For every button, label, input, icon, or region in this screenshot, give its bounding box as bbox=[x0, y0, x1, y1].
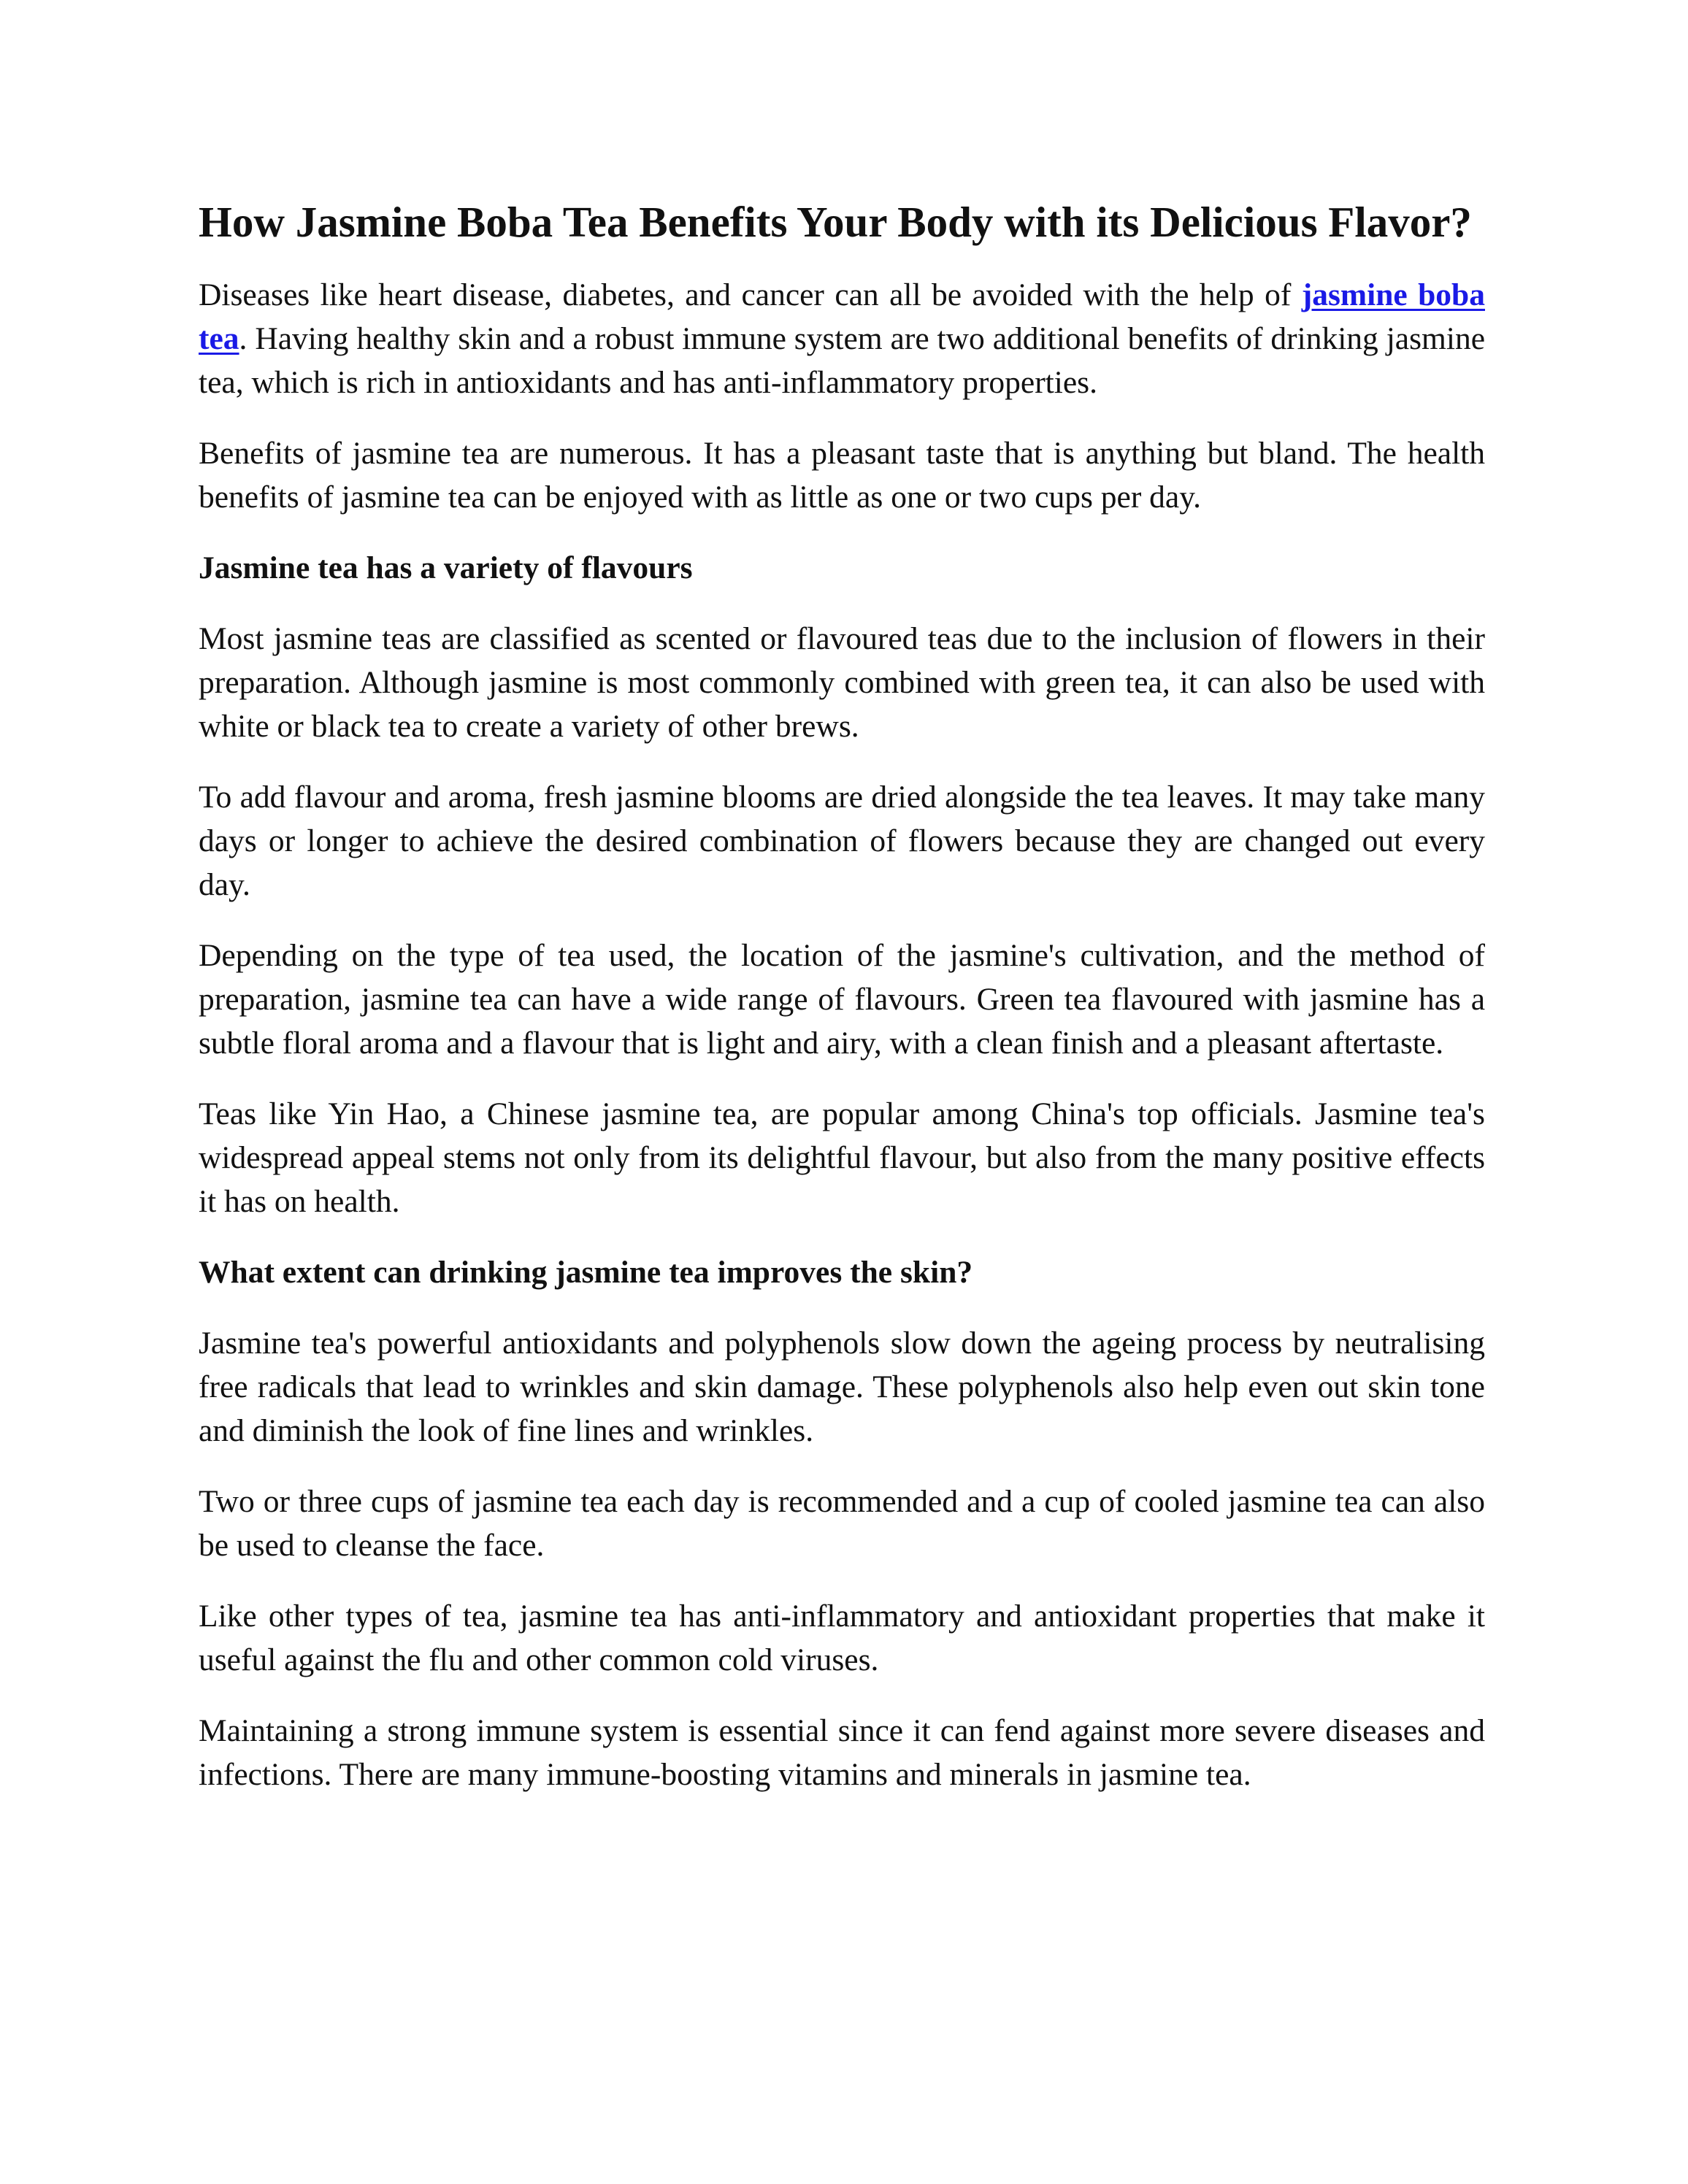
intro-text-before-link: Diseases like heart disease, diabetes, and cancer can all be avoided with the help of bbox=[199, 277, 1302, 312]
flavours-paragraph: Teas like Yin Hao, a Chinese jasmine tea, are popular among China's top officials. Jasmine tea's widespread appeal stems not only from its delightful flavour, but also from the many positive effects it has on health. bbox=[199, 1096, 1485, 1219]
skin-paragraph: Maintaining a strong immune system is essential since it can fend against more severe diseases and infections. There are many immune-boosting vitamins and minerals in jasmine tea. bbox=[199, 1713, 1485, 1792]
section-heading-flavours: Jasmine tea has a variety of flavours bbox=[199, 550, 693, 585]
page-title: How Jasmine Boba Tea Benefits Your Body with its Delicious Flavor? bbox=[199, 198, 1472, 246]
benefits-paragraph: Benefits of jasmine tea are numerous. It has a pleasant taste that is anything but bland. The health benefits of jasmine tea can be enjoyed with as little as one or two cups per day. bbox=[199, 436, 1485, 515]
skin-paragraph: Two or three cups of jasmine tea each day is recommended and a cup of cooled jasmine tea can also be used to cleanse the face. bbox=[199, 1484, 1485, 1563]
skin-paragraph: Like other types of tea, jasmine tea has anti-inflammatory and antioxidant properties that make it useful against the flu and other common cold viruses. bbox=[199, 1599, 1485, 1677]
jasmine-boba-tea-link[interactable]: jasmine boba tea bbox=[199, 277, 1485, 356]
document-page bbox=[199, 191, 1485, 1796]
flavours-paragraph: Most jasmine teas are classified as scented or flavoured teas due to the inclusion of flowers in their preparation. Although jasmine is most commonly combined with green tea, it can also be used with white or black tea to create a variety of other brews. bbox=[199, 621, 1485, 744]
section-heading-skin: What extent can drinking jasmine tea improves the skin? bbox=[199, 1255, 973, 1290]
flavours-paragraph: To add flavour and aroma, fresh jasmine blooms are dried alongside the tea leaves. It may take many days or longer to achieve the desired combination of flowers because they are changed out every day. bbox=[199, 780, 1485, 902]
intro-paragraph bbox=[199, 273, 1485, 404]
skin-paragraph: Jasmine tea's powerful antioxidants and polyphenols slow down the ageing process by neutralising free radicals that lead to wrinkles and skin damage. These polyphenols also help even out skin tone and diminish the look of fine lines and wrinkles. bbox=[199, 1326, 1485, 1448]
intro-text-after-link: . Having healthy skin and a robust immune system are two additional benefits of drinking jasmine tea, which is rich in antioxidants and has anti-inflammatory properties. bbox=[199, 321, 1485, 400]
flavours-paragraph: Depending on the type of tea used, the location of the jasmine's cultivation, and the method of preparation, jasmine tea can have a wide range of flavours. Green tea flavoured with jasmine has a subtle floral aroma and a flavour that is light and airy, with a clean finish and a pleasant aftertaste. bbox=[199, 938, 1485, 1061]
